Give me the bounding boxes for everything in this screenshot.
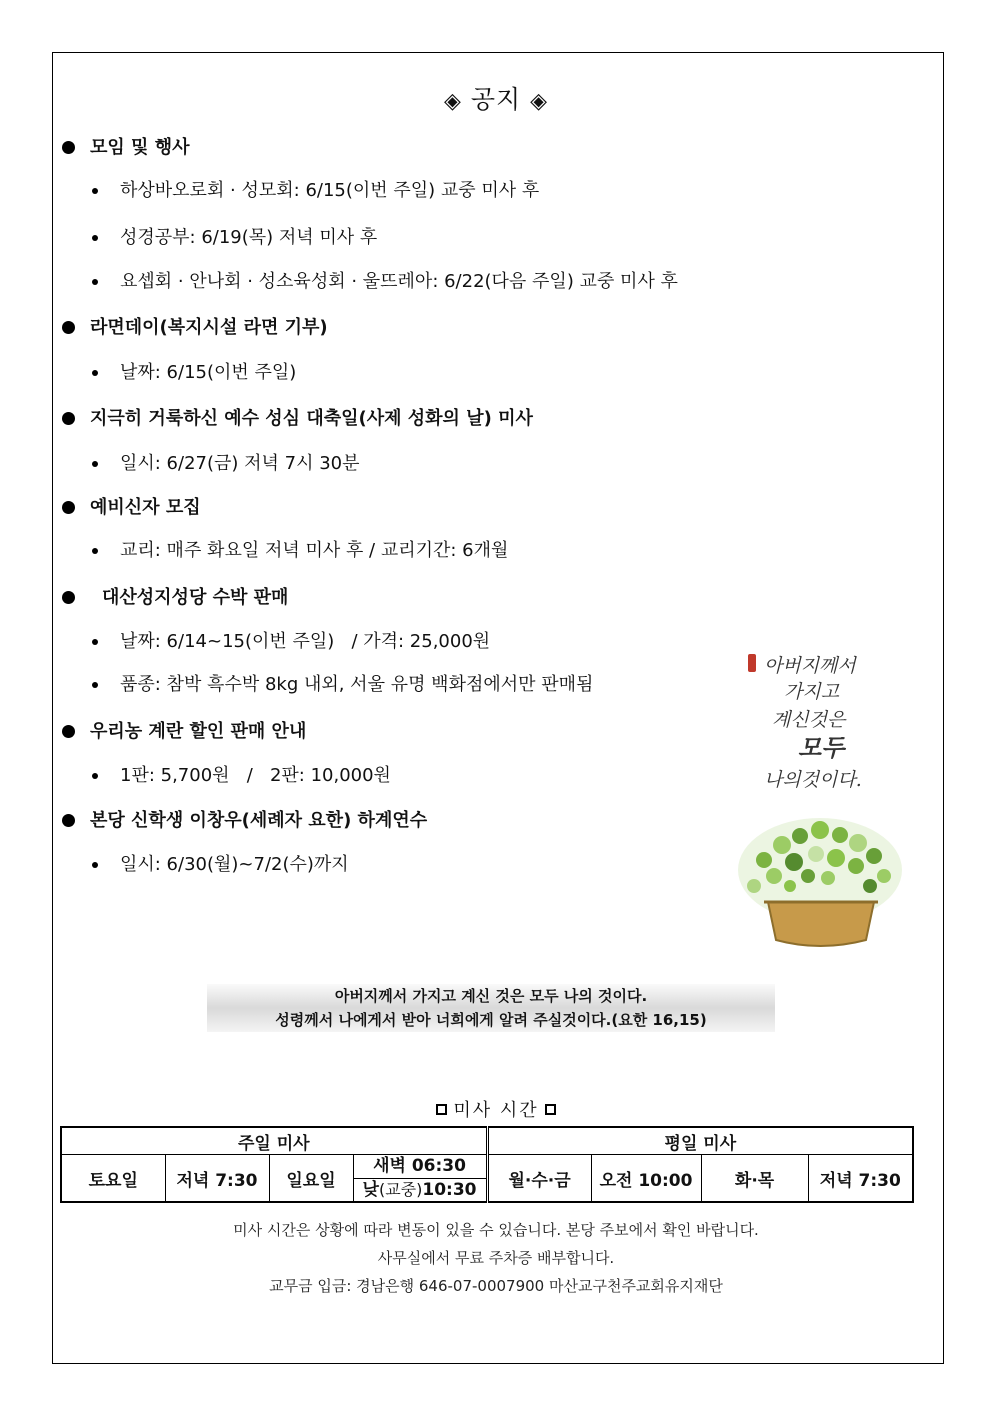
mon-wed-fri-label: 월·수·금 (487, 1155, 591, 1203)
section-title: 지극히 거룩하신 예수 성심 대축일(사제 성화의 날) 미사 (90, 408, 533, 429)
item-text: 교리: 매주 화요일 저녁 미사 후 / 교리기간: 6개월 (120, 540, 509, 561)
bullet-icon (92, 461, 98, 467)
scripture-quote (207, 984, 775, 1032)
weekday-mass-header: 평일 미사 (487, 1127, 913, 1155)
bullet-icon (92, 639, 98, 645)
section-heading (62, 583, 762, 613)
list-item (62, 761, 762, 791)
tue-thu-label: 화·목 (701, 1155, 808, 1203)
list-item (62, 627, 762, 657)
section-heading (62, 404, 762, 434)
bullet-icon (92, 773, 98, 779)
bullet-icon (62, 321, 75, 334)
item-text: 1판: 5,700원 / 2판: 10,000원 (120, 765, 391, 786)
calligraphy-line: 계신것은 (772, 709, 846, 731)
item-text: 품종: 참박 흑수박 8kg 내외, 서울 유명 백화점에서만 판매됨 (120, 674, 594, 695)
footer-notes (0, 1216, 992, 1300)
mass-title-text: 미사 시간 (453, 1100, 539, 1121)
item-text: 성경공부: 6/19(목) 저녁 미사 후 (120, 227, 378, 248)
section-title: 라면데이(복지시설 라면 기부) (90, 317, 328, 338)
bullet-icon (92, 235, 98, 241)
note-line: 사무실에서 무료 주차증 배부합니다. (377, 1249, 615, 1267)
bullet-icon (92, 862, 98, 868)
title-text: 공지 (470, 85, 522, 114)
calligraphy-line: 나의것이다. (764, 769, 862, 791)
square-icon-right (545, 1104, 556, 1115)
bullet-icon (62, 141, 75, 154)
section-title: 우리농 계란 할인 판매 안내 (90, 721, 307, 742)
section-title: 본당 신학생 이창우(세례자 요한) 하계연수 (90, 810, 428, 831)
list-item (62, 536, 762, 566)
list-item (62, 267, 762, 297)
sunday-day-note: (교중) (378, 1180, 423, 1199)
list-item (62, 850, 762, 880)
mass-schedule-title (0, 1096, 992, 1122)
list-item (62, 449, 762, 479)
bullet-icon (62, 412, 75, 425)
section-heading (62, 313, 762, 343)
list-item (62, 176, 762, 206)
calligraphy-line: 모두 (798, 733, 845, 762)
calligraphy-line: 아버지께서 (764, 655, 856, 677)
page-title (0, 80, 992, 116)
diamond-icon-right: ◈ (530, 89, 549, 114)
bullet-icon (62, 814, 75, 827)
bullet-icon (92, 188, 98, 194)
sunday-times (353, 1155, 487, 1203)
item-text: 날짜: 6/15(이번 주일) (120, 362, 297, 383)
section-title: 대산성지성당 수박 판매 (102, 587, 289, 608)
bullet-icon (92, 370, 98, 376)
item-text: 일시: 6/27(금) 저녁 7시 30분 (120, 453, 360, 474)
note-line: 교무금 입금: 경남은행 646-07-0007900 마산교구천주교회유지재단 (269, 1277, 723, 1295)
section-heading (62, 493, 762, 523)
sunday-dawn-time: 새벽 06:30 (354, 1155, 486, 1179)
bullet-icon (92, 682, 98, 688)
section-title: 예비신자 모집 (90, 497, 201, 518)
bullet-icon (92, 279, 98, 285)
bullet-icon (62, 725, 75, 738)
sunday-day-time (354, 1179, 486, 1201)
saturday-label: 토요일 (61, 1155, 165, 1203)
sunday-day-label: 낮 (362, 1180, 379, 1200)
list-item (62, 670, 762, 700)
item-text: 하상바오로회 · 성모회: 6/15(이번 주일) 교중 미사 후 (120, 180, 540, 201)
section-heading (62, 133, 762, 163)
calligraphy-text (764, 655, 862, 791)
sunday-label: 일요일 (269, 1155, 353, 1203)
note-line: 미사 시간은 상황에 따라 변동이 있을 수 있습니다. 본당 주보에서 확인 바랍니다. (233, 1221, 759, 1239)
square-icon-left (436, 1104, 447, 1115)
mass-schedule-table (60, 1126, 914, 1203)
list-item (62, 223, 762, 253)
section-title: 모임 및 행사 (90, 137, 190, 158)
calligraphy-line: 가지고 (784, 681, 840, 703)
bullet-icon (62, 591, 75, 604)
item-text: 날짜: 6/14~15(이번 주일) / 가격: 25,000원 (120, 631, 491, 652)
diamond-icon-left: ◈ (443, 89, 462, 114)
notice-list (62, 133, 762, 880)
sunday-mass-header: 주일 미사 (61, 1127, 487, 1155)
sunday-day-clock: 10:30 (422, 1180, 477, 1200)
list-item (62, 358, 762, 388)
tue-thu-time: 저녁 7:30 (808, 1155, 913, 1203)
bullet-icon (62, 501, 75, 514)
quote-line: 아버지께서 가지고 계신 것은 모두 나의 것이다. (334, 987, 648, 1005)
item-text: 요셉회 · 안나회 · 성소육성회 · 울뜨레아: 6/22(다음 주일) 교중 미사 후 (120, 271, 678, 292)
item-text: 일시: 6/30(월)~7/2(수)까지 (120, 854, 349, 875)
seal-stamp (748, 654, 756, 672)
calligraphy-illustration (724, 640, 916, 952)
section-heading (62, 806, 762, 836)
pot-shape (768, 902, 874, 946)
quote-line: 성령께서 나에게서 받아 너희에게 알려 주실것이다.(요한 16,15) (275, 1011, 707, 1029)
saturday-time: 저녁 7:30 (165, 1155, 269, 1203)
section-heading (62, 717, 762, 747)
bullet-icon (92, 548, 98, 554)
mon-wed-fri-time: 오전 10:00 (591, 1155, 701, 1203)
